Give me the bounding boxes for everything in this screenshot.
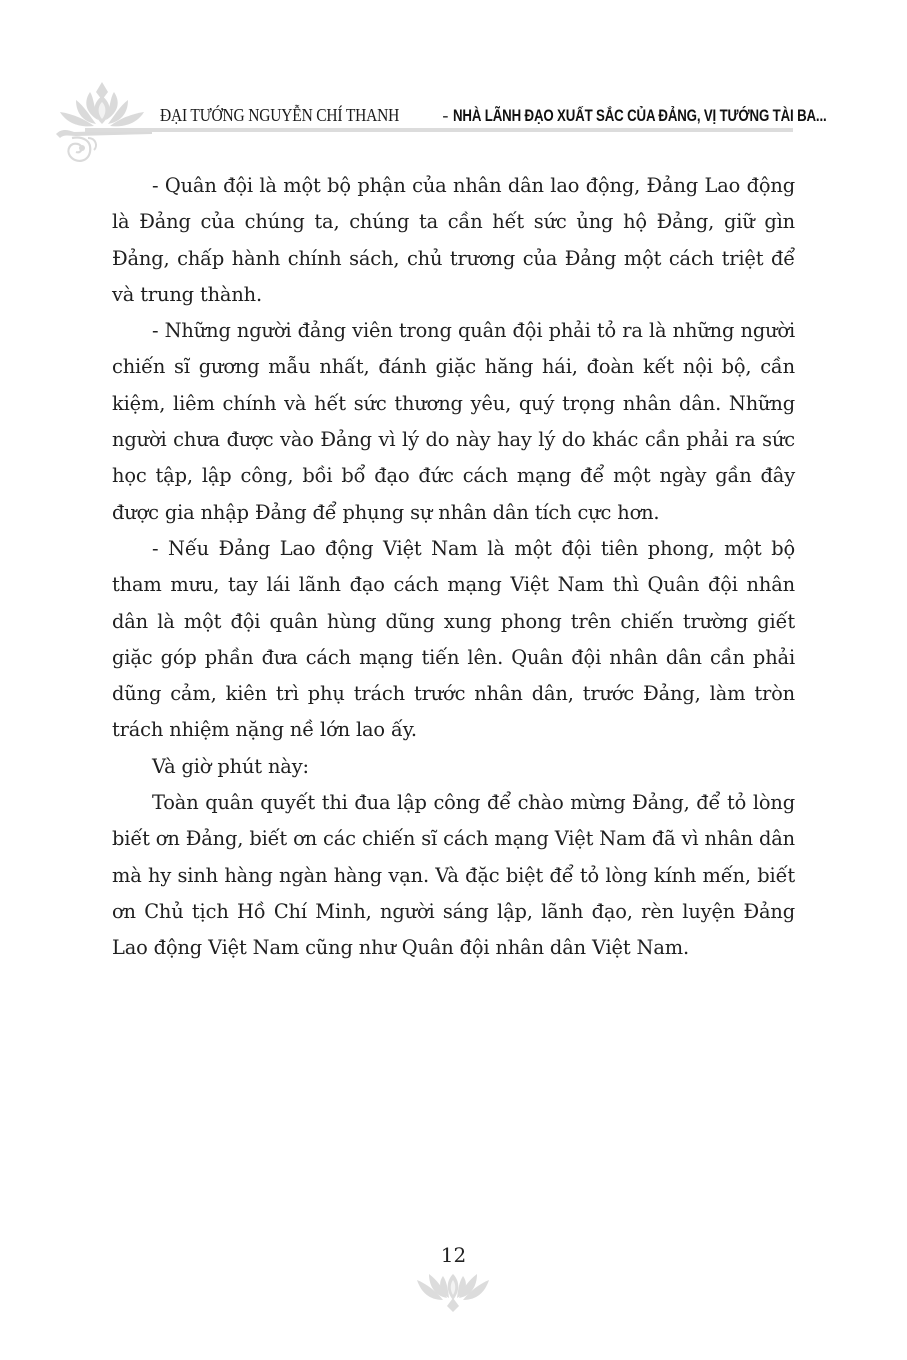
header-title-main: ĐẠI TƯỚNG NGUYỄN CHÍ THANH [160,105,400,125]
paragraph: - Những người đảng viên trong quân đội phải tỏ ra là những người chiến sĩ gương mẫu nhất, đánh giặc hăng hái, đoàn kết nội bộ, cần kiệm, liêm chính và hết sức thương yêu, quý trọng nhân dân. Những người chưa được vào Đảng vì lý do này hay lý do khác cần phải ra sức học tập, lập công, bồi bổ đạo đức cách mạng để một ngày gần đây được gia nhập Đảng để phụng sự nhân dân tích cực hơn. [112,319,795,524]
header-title-separator: - [438,105,453,125]
header-title-subtitle: NHÀ LÃNH ĐẠO XUẤT SẮC CỦA ĐẢNG, VỊ TƯỚNG TÀI BA... [452,106,827,125]
running-header-title [160,104,907,127]
page-number: 12 [440,1243,467,1267]
lotus-ornament-icon [415,1268,491,1314]
paragraph: - Nếu Đảng Lao động Việt Nam là một đội tiên phong, một bộ tham mưu, tay lái lãnh đạo cách mạng Việt Nam thì Quân đội nhân dân là một đội quân hùng dũng xung phong trên chiến trường giết giặc góp phần đưa cách mạng tiến lên. Quân đội nhân dân cần phải dũng cảm, kiên trì phụ trách trước nhân dân, trước Đảng, làm tròn trách nhiệm nặng nề lớn lao ấy. [112,536,795,742]
running-header [0,78,907,168]
body-text [112,168,795,967]
lotus-ornament-icon [52,78,152,168]
paragraph: Và giờ phút này: [152,754,309,778]
paragraph: - Quân đội là một bộ phận của nhân dân lao động, Đảng Lao động là Đảng của chúng ta, chúng ta cần hết sức ủng hộ Đảng, giữ gìn Đảng, chấp hành chính sách, chủ trương của Đảng một cách triệt để và trung thành. [112,174,795,306]
header-divider [85,128,793,132]
paragraph: Toàn quân quyết thi đua lập công để chào mừng Đảng, để tỏ lòng biết ơn Đảng, biết ơn các chiến sĩ cách mạng Việt Nam đã vì nhân dân mà hy sinh hàng ngàn hàng vạn. Và đặc biệt để tỏ lòng kính mến, biết ơn Chủ tịch Hồ Chí Minh, người sáng lập, lãnh đạo, rèn luyện Đảng Lao động Việt Nam cũng như Quân đội nhân dân Việt Nam. [112,791,795,960]
